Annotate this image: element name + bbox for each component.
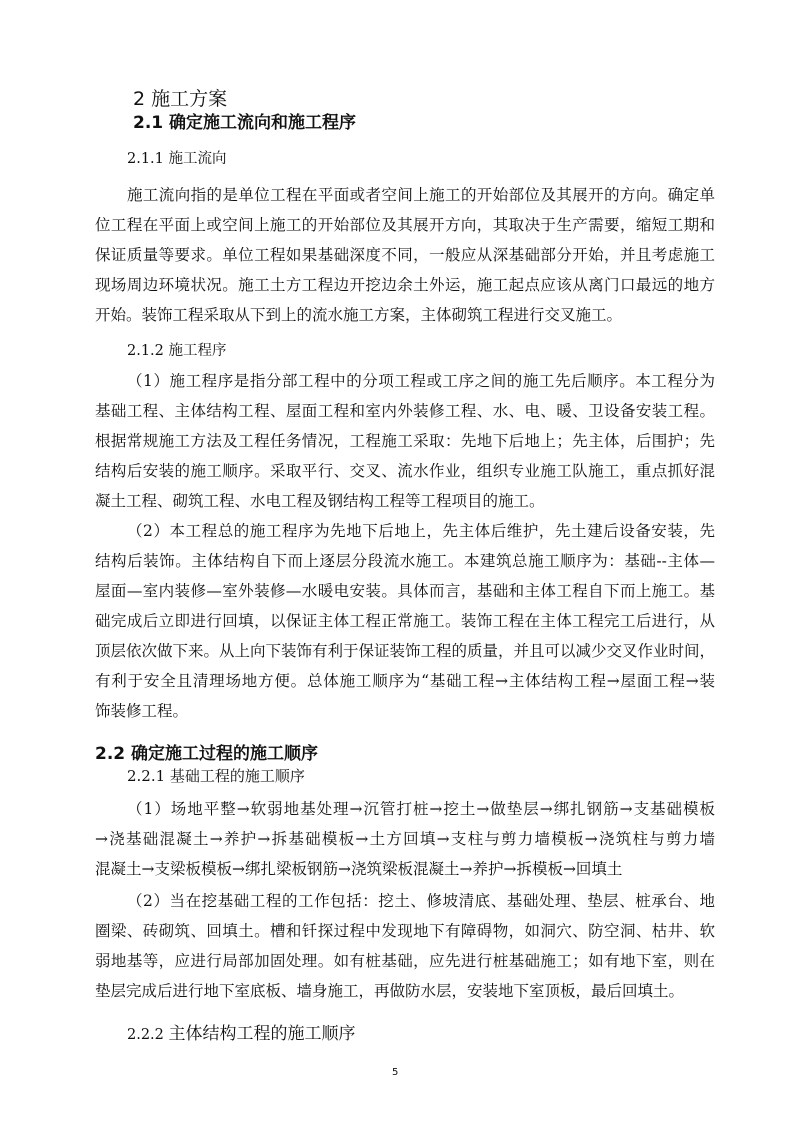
paragraph-line: 保证质量等要求。单位工程如果基础深度不同，一般应从深基础部分开始，并且考虑施工	[95, 246, 715, 264]
paragraph-line: 垫层完成后进行地下室底板、墙身施工，再做防水层，安装地下室顶板，最后回填土。	[95, 982, 685, 1000]
subsection-heading-2-1-2: 2.1.2 施工程序	[127, 343, 227, 359]
section-heading-2-1: 2.1 确定施工流向和施工程序	[133, 113, 357, 133]
paragraph-line: （1）场地平整→软弱地基处理→沉管打桩→挖土→做垫层→绑扎钢筋→支基础模板	[127, 800, 715, 818]
paragraph-line: 屋面—室内装修—室外装修—水暖电安装。具体而言，基础和主体工程自下而上施工。基	[95, 582, 715, 600]
chapter-heading: 2 施工方案	[133, 88, 228, 110]
paragraph-line: 顶层依次做下来。从上向下装饰有利于保证装饰工程的质量，并且可以减少交叉作业时间，	[95, 642, 716, 660]
subsection-number: 2.2.2	[127, 1027, 169, 1043]
paragraph-line: 现场周边环境状况。施工土方工程边开挖边余土外运，施工起点应该从离门口最远的地方	[95, 276, 715, 294]
paragraph-line: 有利于安全且清理场地方便。总体施工顺序为“基础工程→主体结构工程→屋面工程→装	[95, 672, 715, 690]
paragraph-line: （2）当在挖基础工程的工作包括：挖土、修坡清底、基础处理、垫层、桩承台、地	[127, 892, 715, 910]
paragraph-line: 结构后安装的施工顺序。采取平行、交叉、流水作业，组织专业施工队施工，重点抓好混	[95, 462, 715, 480]
paragraph-line: 基础工程、主体结构工程、屋面工程和室内外装修工程、水、电、暖、卫设备安装工程。	[95, 402, 715, 420]
paragraph-line: 位工程在平面上或空间上施工的开始部位及其展开方向，其取决于生产需要，缩短工期和	[95, 216, 715, 234]
paragraph-line: 饰装修工程。	[95, 702, 189, 720]
subsection-heading-2-2-1: 2.2.1 基础工程的施工顺序	[127, 767, 305, 785]
paragraph-line: 施工流向指的是单位工程在平面或者空间上施工的开始部位及其展开的方向。确定单	[127, 186, 715, 204]
paragraph-line: 圈梁、砖砌筑、回填土。槽和钎探过程中发现地下有障碍物，如洞穴、防空洞、枯井、软	[95, 922, 715, 940]
subsection-heading-2-1-1: 2.1.1 施工流向	[127, 151, 227, 167]
paragraph-line: （1）施工程序是指分部工程中的分项工程或工序之间的施工先后顺序。本工程分为	[127, 372, 715, 390]
section-heading-2-2: 2.2 确定施工过程的施工顺序	[95, 744, 319, 764]
paragraph-line: 混凝土→支梁板模板→绑扎梁板钢筋→浇筑梁板混凝土→养护→拆模板→回填土	[95, 860, 623, 878]
subsection-heading-2-2-2	[127, 1019, 356, 1044]
paragraph-line: 开始。装饰工程采取从下到上的流水施工方案，主体砌筑工程进行交叉施工。	[95, 306, 623, 324]
paragraph-line: 弱地基等，应进行局部加固处理。如有桩基础，应先进行桩基础施工；如有地下室，则在	[95, 952, 715, 970]
paragraph-line: （2）本工程总的施工程序为先地下后地上，先主体后维护，先土建后设备安装，先	[127, 522, 715, 540]
paragraph-line: 结构后装饰。主体结构自下而上逐层分段流水施工。本建筑总施工顺序为：基础--主体—	[95, 552, 715, 570]
paragraph-line: 础完成后立即进行回填，以保证主体工程正常施工。装饰工程在主体工程完工后进行，从	[95, 612, 715, 630]
subsection-title: 主体结构工程的施工顺序	[168, 1024, 356, 1044]
paragraph-line: →浇基础混凝土→养护→拆基础模板→土方回填→支柱与剪力墙模板→浇筑柱与剪力墙	[95, 830, 715, 848]
paragraph-line: 根据常规施工方法及工程任务情况，工程施工采取：先地下后地上；先主体，后围护；先	[95, 432, 715, 450]
page-number: 5	[392, 1067, 399, 1078]
paragraph-line: 凝土工程、砌筑工程、水电工程及钢结构工程等工程项目的施工。	[95, 492, 545, 510]
